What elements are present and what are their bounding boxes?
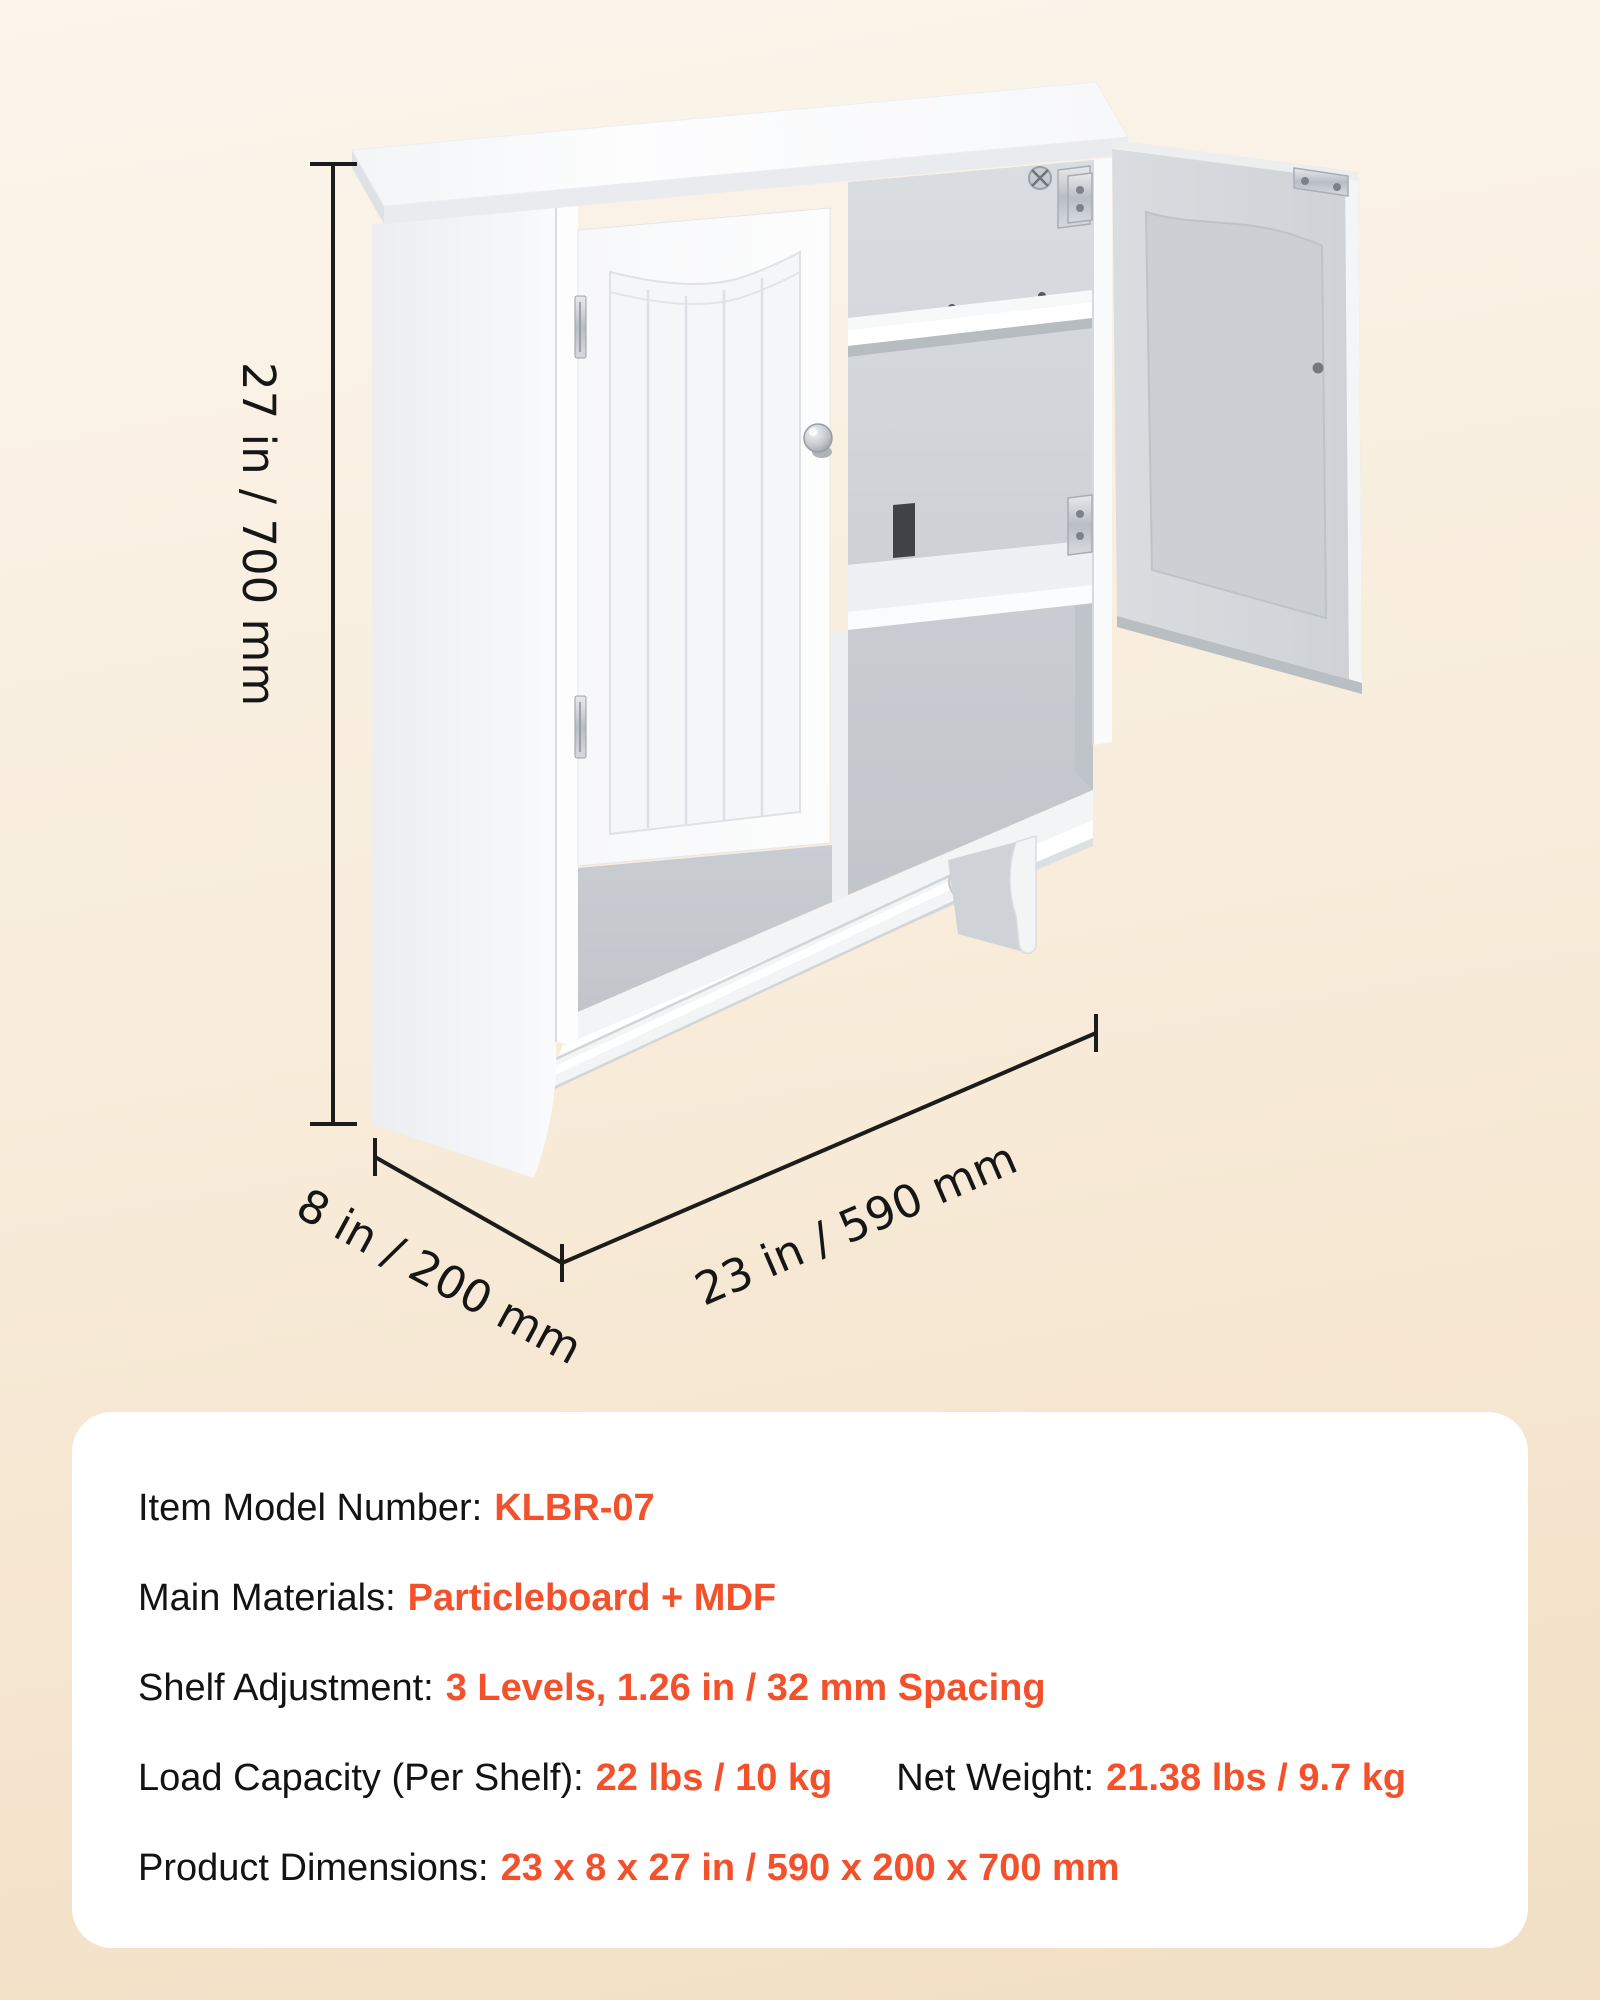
spec-row-model: [138, 1488, 1462, 1528]
spec-card: [72, 1412, 1528, 1948]
spec-value: 21.38 lbs / 9.7 kg: [1106, 1757, 1407, 1799]
screw-head-icon: [1313, 363, 1324, 374]
cabinet-illustration: [352, 82, 1362, 1178]
interior-back-panel: [848, 160, 1093, 565]
cabinet-interior-upper: [848, 160, 1093, 630]
spec-label: Load Capacity (Per Shelf):: [138, 1757, 584, 1799]
screw-head-icon: [1029, 167, 1051, 189]
hinge-icon: [575, 696, 586, 758]
spec-row-materials: [138, 1578, 1462, 1618]
divider-slot: [893, 503, 915, 558]
spec-value: 3 Levels, 1.26 in / 32 mm Spacing: [445, 1667, 1046, 1709]
spec-value: Particleboard + MDF: [407, 1577, 777, 1619]
height-dimension-label: 27 in / 700 mm: [232, 362, 285, 707]
spec-value: 22 lbs / 10 kg: [595, 1757, 833, 1799]
spec-label: Main Materials:: [138, 1577, 396, 1619]
spec-row-load-weight: [138, 1758, 1462, 1798]
spec-row-shelf-adjustment: [138, 1668, 1462, 1708]
side-panel-left: [372, 206, 556, 1178]
spec-label: Shelf Adjustment:: [138, 1667, 434, 1709]
spec-label: Item Model Number:: [138, 1487, 483, 1529]
hinge-plate: [1068, 173, 1092, 223]
closed-door: [575, 208, 832, 866]
spec-row-dimensions: [138, 1848, 1462, 1888]
spec-label: Net Weight:: [896, 1757, 1095, 1799]
open-door-panel: [1146, 212, 1326, 618]
divider-edge: [832, 630, 848, 902]
spec-value: 23 x 8 x 27 in / 590 x 200 x 700 mm: [500, 1847, 1120, 1889]
spec-value: KLBR-07: [494, 1487, 655, 1529]
open-door: [1112, 140, 1362, 694]
hinge-icon: [575, 296, 586, 358]
spec-label: Product Dimensions:: [138, 1847, 489, 1889]
hinge-plate: [1068, 495, 1092, 555]
depth-dimension-label: 8 in / 200 mm: [288, 1177, 591, 1375]
width-dimension-label: 23 in / 590 mm: [687, 1131, 1025, 1317]
door-beadboard-panel: [610, 252, 800, 834]
height-dimension-line: [310, 164, 357, 1124]
